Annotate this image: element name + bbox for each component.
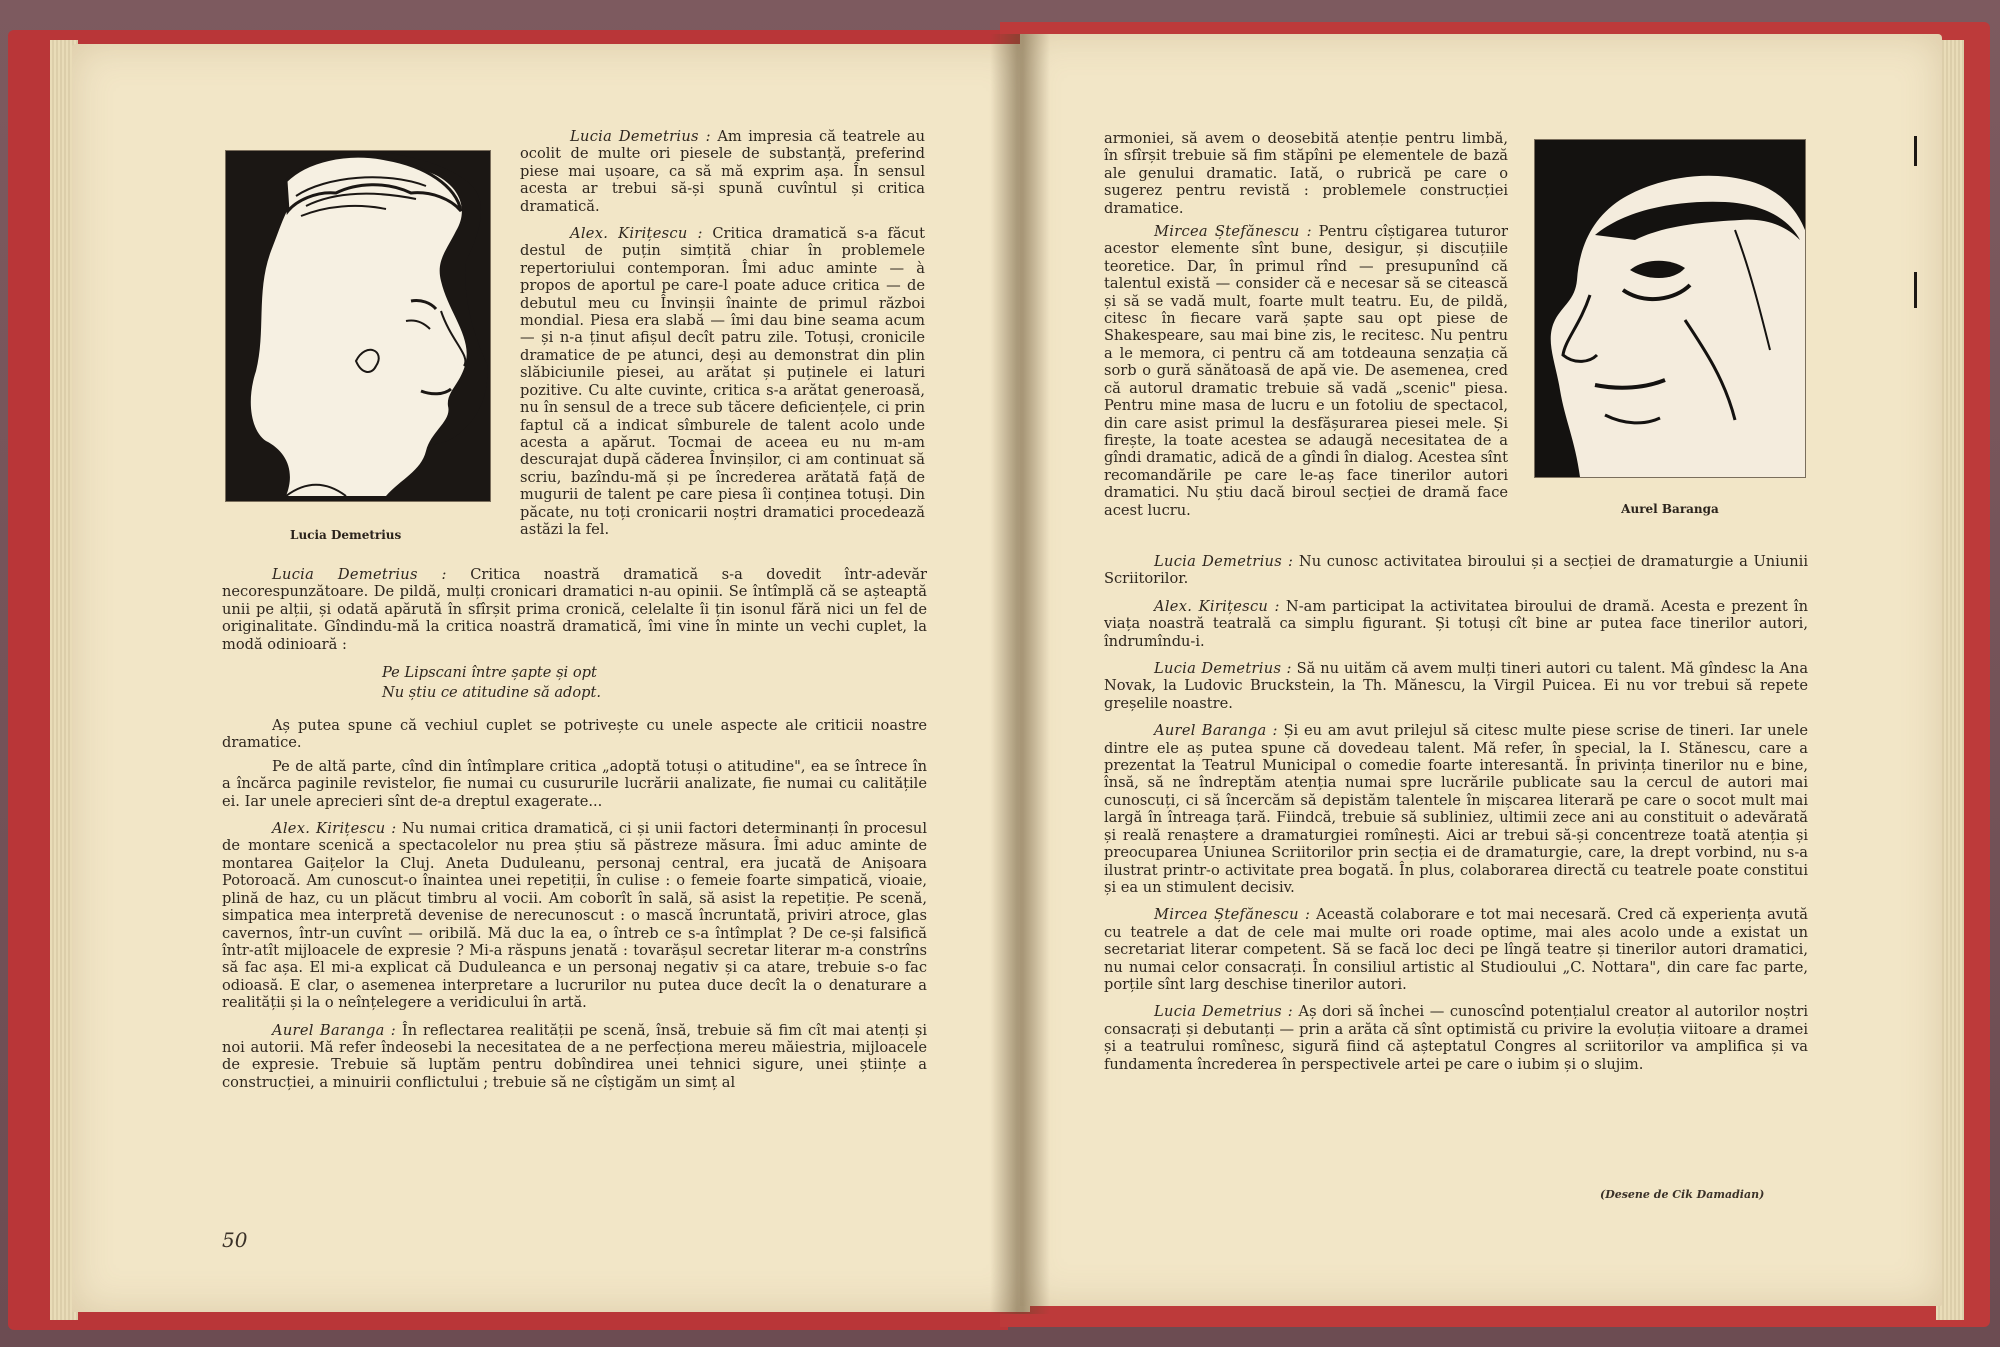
paragraph-text: Pe de altă parte, cînd din întîmplare critica „adoptă totuși o atitudine", ea se întrece în a încărca paginile revistelor, fie numai cu cusururile lucrării analizate, fie numai cu calitățile ei. Iar unele aprecieri sînt de-a dreptul exagerate... (222, 757, 927, 810)
paragraph (222, 1022, 927, 1092)
paragraph-text: Critica dramatică s-a făcut destul de puțin simțită chiar în problemele repertoriului contemporan. Îmi aduc aminte — à propos de aportul pe care-l poate aduce critica — de debutul meu cu Învinșii înainte de primul război mondial. Piesa era slabă — îmi dau bine seama acum — și n-a ținut afișul decît patru zile. Totuși, cronicile dramatice de pe atunci, deși au demonstrat din plin slăbiciunile piesei, au arătat și puținele ei laturi pozitive. Cu alte cuvinte, critica s-a arătat generoasă, nu în sensul de a trece sub tăcere deficiențele, ci prin faptul că a indicat sîmburele de talent acolo unde acesta a apărut. Tocmai de aceea eu nu m-am descurajat după căderea Învinșilor, ci am continuat să scriu, bazîndu-mă și pe încrederea arătată față de mugurii de talent pe care piesa îi conținea totuși. Din păcate, nu toți cronicarii noștri dramatici procedează astăzi la fel. (520, 225, 925, 538)
book-gutter (990, 34, 1050, 1314)
speaker-name: Mircea Ștefănescu : (1154, 906, 1311, 924)
quoted-couplet (382, 663, 927, 703)
paragraph-text: Critica noastră dramatică s-a dovedit într-adevăr necorespunzătoare. De pildă, mulți cronicari dramatici n-au opinii. Se întîmplă că se așteaptă unii pe alții, și odată apărută în sfîrșit prima cronică, celelalte îi țin isonul fără nici un fel de originalitate. Gîndindu-mă la critica noastră dramatică, îmi vine în minte un vechi cuplet, la modă odinioară : (222, 566, 927, 653)
paragraph-text: Am impresia că teatrele au ocolit de multe ori piesele de substanță, preferind piese mai ușoare, ca să mă exprim așa. În sensul acesta ar trebui să-și spună cuvîntul și critica dramatică. (520, 128, 925, 215)
caricature-lucia-demetrius (225, 150, 491, 502)
right-main-text (1104, 553, 1808, 1083)
left-top-text (520, 128, 925, 548)
caricature-aurel-baranga (1534, 139, 1806, 478)
couplet-line: Nu știu ce atitudine să adopt. (382, 684, 601, 702)
paragraph-text: armoniei, să avem o deosebită atenție pentru limbă, în sfîrșit trebuie să fim stăpîni pe elementele de bază ale genului dramatic. Iată, o rubrică pe care o sugerez pentru revistă : problemele construcției dramatice. (1104, 130, 1508, 217)
paragraph (222, 717, 927, 752)
paragraph (1104, 1003, 1808, 1073)
margin-mark (1914, 136, 1917, 166)
caption-aurel-baranga: Aurel Baranga (1621, 502, 1719, 516)
page-number: 50 (222, 1228, 248, 1252)
paragraph-text: Și eu am avut prilejul să citesc multe piese scrise de tineri. Iar unele dintre ele aș putea spune că dovedeau talent. Mă refer, în special, la I. Stănescu, care a prezentat la Teatrul Municipal o comedie foarte interesantă. În privința tinerilor nu e bine, însă, să ne îndreptăm atenția numai spre lucrările publicate sau la cercul de autori mai cunoscuți, ci să încercăm să depistăm talentele în mișcarea literară pe care o socot mult mai largă în întreaga țară. Fiindcă, trebuie să subliniez, ultimii zece ani au constituit o adevărată și reală renaștere a dramaturgiei romînești. Aici ar trebui să-și concentreze toată atenția și preocuparea Uniunea Scriitorilor prin secția ei de dramaturgie, care, la drept vorbind, nu s-a ilustrat printr-o activitate prea bogată. În plus, colaborarea directă cu teatrele poate constitui și ea un stimulent decisiv. (1104, 722, 1808, 896)
paragraph (520, 128, 925, 215)
paragraph (1104, 130, 1508, 217)
speaker-name: Lucia Demetrius : (1154, 1003, 1293, 1021)
speaker-name: Mircea Ștefănescu : (1154, 223, 1312, 241)
paragraph (1104, 722, 1808, 896)
drawings-credit: (Desene de Cik Damadian) (1600, 1188, 1765, 1201)
paragraph-text: Pentru cîștigarea tuturor acestor elemente sînt bune, desigur, și discuțiile teoretice. Dar, în primul rînd — presupunînd că talentul există — consider că e necesar să se citească și să se vadă mult, foarte mult teatru. Eu, de pildă, citesc în fiecare vară șapte sau opt piese de Shakespeare, sau mai bine zis, le recitesc. Nu pentru a le memora, ci pentru că am totdeauna senzația că sorb o gură sănătoasă de apă vie. De asemenea, cred că autorul dramatic trebuie să vadă „scenic" piesa. Pentru mine masa de lucru e un fotoliu de spectacol, din care asist primul la desfășurarea piesei mele. Și firește, la toate acestea se adaugă necesitatea de a gîndi dramatic, adică de a gîndi în dialog. Acestea sînt recomandările pe care le-aș face tinerilor autori dramatici. Nu știu dacă biroul secției de dramă face acest lucru. (1104, 223, 1508, 519)
paragraph-text: În reflectarea realității pe scenă, însă, trebuie să fim cît mai atenți și noi autorii. Mă refer îndeosebi la necesitatea de a ne perfecționa mereu măiestria, mijloacele de expresie. Trebuie să luptăm pentru dobîndirea unei tehnici sigure, unei științe a construcției, a minuirii conflictului ; trebuie să ne cîștigăm un simț al (222, 1021, 927, 1091)
left-main-text (222, 566, 927, 1101)
paragraph (1104, 598, 1808, 650)
speaker-name: Lucia Demetrius : (272, 566, 447, 583)
speaker-name: Lucia Demetrius : (1154, 553, 1294, 570)
right-top-text (1104, 130, 1508, 529)
paragraph (1104, 906, 1808, 993)
paragraph-text: Să nu uităm că avem mulți tineri autori cu talent. Mă gîndesc la Ana Novak, la Ludovic Bruckstein, la Th. Mănescu, la Virgil Puicea. Ei nu vor trebui să repete greșelile noastre. (1104, 660, 1809, 712)
paragraph-text: Aș dori să închei — cunoscînd potențialul creator al autorilor noștri consacrați și debutanți — prin a arăta că sînt optimistă cu privire la evoluția viitoare a dramei și a teatrului romînesc, sigură fiind că așteptatul Congres al scriitorilor va amplifica și va fundamenta încrederea în perspectivele artei pe care o iubim și o slujim. (1104, 1003, 1808, 1073)
speaker-name: Aurel Baranga : (1154, 722, 1278, 740)
speaker-name: Alex. Kirițescu : (570, 225, 703, 243)
paragraph (1104, 660, 1808, 712)
paragraph-text: Nu cunosc activitatea biroului și a secției de dramaturgie a Uniunii Scriitorilor. (1104, 553, 1808, 588)
speaker-name: Alex. Kirițescu : (1154, 597, 1280, 615)
couplet-line: Pe Lipscani între șapte și opt (382, 664, 597, 682)
paragraph-text: Aș putea spune că vechiul cuplet se potrivește cu unele aspecte ale criticii noastre dramatice. (222, 717, 927, 752)
speaker-name: Lucia Demetrius : (1154, 660, 1292, 678)
speaker-name: Alex. Kirițescu : (272, 820, 397, 838)
paragraph (1104, 553, 1808, 588)
paragraph-text: N-am participat la activitatea biroului de dramă. Acesta e prezent în viața noastră teatrală ca simplu figurant. Și totuși cît bine ar putea face tinerilor autori, îndrumîndu-i. (1104, 597, 1808, 650)
margin-mark (1914, 272, 1917, 308)
speaker-name: Lucia Demetrius : (570, 128, 711, 145)
paragraph (222, 820, 927, 1011)
paragraph (520, 225, 925, 538)
speaker-name: Aurel Baranga : (272, 1021, 397, 1039)
paragraph-text: Nu numai critica dramatică, ci și unii factori determinanți în procesul de montare scenică a spectacolelor nu prea știu să păstreze măsura. Îmi aduc aminte de montarea Gaițelor la Cluj. Aneta Duduleanu, personaj central, era jucată de Anișoara Potoroacă. Am cunoscut-o înaintea unei repetiții, în culise : o femeie foarte simpatică, vioaie, plină de haz, cu un plăcut timbru al vocii. Am coborît în sală, să asist la repetiție. Pe scenă, simpatica mea interpretă devenise de nerecunoscut : o mască încruntată, priviri atroce, glas cavernos, într-un cuvînt — oribilă. Mă duc la ea, o întreb ce s-a întîmplat ? De ce-și falsifică într-atît mijloacele de expresie ? Mi-a răspuns jenată : tovarășul secretar literar m-a constrîns să fac așa. El mi-a explicat că Duduleanca e un personaj negativ și ca atare, trebuie s-o fac odioasă. E clar, o asemenea interpretare a lucrurilor nu putea duce decît la o denaturare a realității și la o neînțelegere a veridicului în artă. (222, 820, 927, 1012)
paragraph-text: Această colaborare e tot mai necesară. Cred că experiența avută cu teatrele a dat de cele mai multe ori roade optime, mai ales acolo unde a existat un secretariat literar competent. Să se facă loc deci pe lîngă teatre și tinerilor autori dramatici, nu numai celor consacrați. În consiliul artistic al Studioului „C. Nottara", din care fac parte, porțile sînt larg deschise tinerilor autori. (1104, 906, 1808, 993)
paragraph (1104, 223, 1508, 519)
paragraph (222, 758, 927, 810)
caption-lucia-demetrius: Lucia Demetrius (290, 528, 402, 542)
paragraph (222, 566, 927, 653)
